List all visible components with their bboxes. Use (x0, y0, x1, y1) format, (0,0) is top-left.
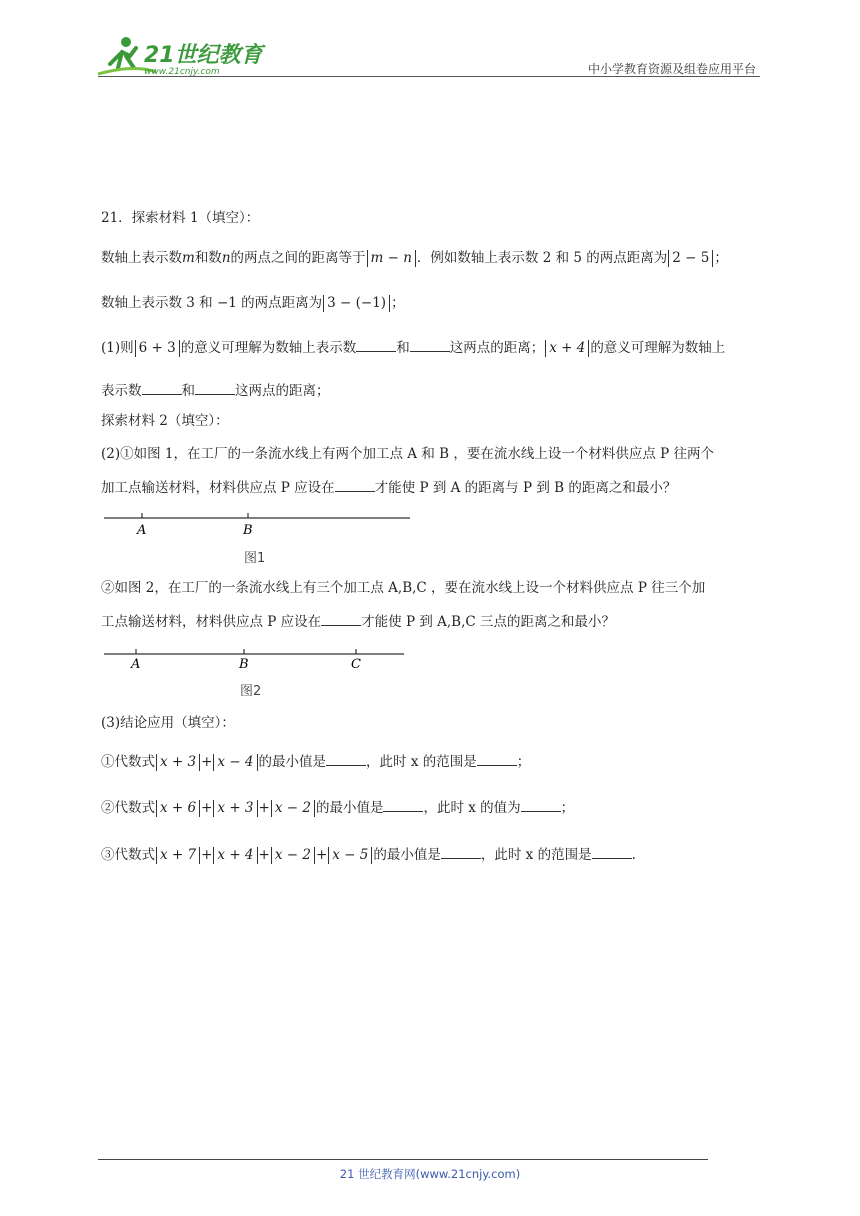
part1-line2 (101, 381, 330, 401)
answer-blank[interactable] (321, 612, 361, 626)
text: 和 (181, 383, 195, 399)
abs-expression: m − n (367, 250, 416, 267)
logo-text: 21世纪教育 (144, 43, 263, 68)
plus-sign: + (315, 847, 328, 863)
figure-1 (104, 510, 414, 570)
var-n: n (221, 250, 231, 266)
text: ．例如数轴上表示数 2 和 5 的两点距离为 (416, 250, 668, 266)
answer-blank[interactable] (142, 381, 182, 395)
runner-logo-icon (96, 34, 266, 78)
text: 才能使 P 到 A 的距离与 P 到 B 的距离之和最小？ (374, 480, 677, 496)
part2b-line2 (101, 612, 615, 632)
abs-expression: x + 4 (213, 847, 257, 864)
abs-expression: x + 4 (545, 340, 589, 357)
material1-line2 (101, 293, 405, 313)
abs-expression: 3 − (−1) (323, 295, 390, 312)
fig1-caption: 图1 (244, 551, 266, 566)
text: 的最小值是 (258, 754, 327, 770)
site-logo (96, 34, 266, 78)
text: 工点输送材料，材料供应点 P 应设在 (101, 614, 322, 630)
var-m: m (182, 250, 195, 266)
text: 和数 (194, 250, 222, 266)
text: ，此时 x 的值为 (423, 800, 521, 816)
answer-blank[interactable] (521, 798, 561, 812)
plus-sign: + (258, 800, 270, 816)
answer-blank[interactable] (326, 752, 366, 766)
plus-sign: + (258, 847, 270, 863)
logo-url: www.21cnjy.com (144, 67, 220, 77)
text: ； (516, 754, 531, 770)
answer-blank[interactable] (441, 845, 481, 859)
abs-expression: x + 6 (156, 800, 200, 817)
header-right-text: 中小学教育资源及组卷应用平台 (587, 62, 756, 76)
fig2-caption: 图2 (240, 684, 262, 699)
plus-sign: + (201, 800, 213, 816)
plus-sign: + (201, 847, 213, 863)
material1-line1 (101, 248, 728, 268)
answer-blank[interactable] (195, 381, 235, 395)
text: 数轴上表示数 3 和 −1 的两点距离为 (101, 295, 323, 311)
text: 才能使 P 到 A,B,C 三点的距离之和最小？ (361, 614, 616, 630)
text: 的两点之间的距离等于 (230, 250, 366, 266)
text: ①代数式 (101, 754, 155, 770)
abs-expression: x + 7 (156, 847, 200, 864)
conclusion-3 (101, 845, 636, 865)
text: 的意义可理解为数轴上表示数 (180, 340, 357, 356)
figure-2 (104, 646, 414, 702)
part2b-line1: ②如图 2，在工厂的一条流水线上有三个加工点 A,B,C ，要在流水线上设一个材料供应点 P 往三个加 (101, 580, 706, 596)
abs-expression: 6 + 3 (135, 340, 180, 357)
text: 的最小值是 (373, 847, 441, 863)
part2-line1: (2)①如图 1，在工厂的一条流水线上有两个加工点 A 和 B ，要在流水线上设一个材料供应点 P 往两个 (101, 446, 715, 462)
abs-expression: 2 − 5 (668, 250, 713, 267)
text: 这两点的距离； (235, 383, 330, 399)
text: ，此时 x 的范围是 (366, 754, 477, 770)
fig1-label-a: A (137, 523, 147, 538)
part2-line2 (101, 478, 676, 498)
answer-blank[interactable] (410, 338, 450, 352)
fig2-label-a: A (131, 657, 141, 672)
fig2-label-b: B (239, 657, 249, 672)
abs-expression: x − 2 (271, 847, 315, 864)
part3-heading: (3)结论应用（填空）： (101, 715, 235, 731)
text: ，此时 x 的范围是 (480, 847, 592, 863)
text: 表示数 (101, 383, 142, 399)
part1-line1 (101, 338, 725, 358)
abs-expression: x − 5 (328, 847, 372, 864)
question-title: 21．探索材料 1（填空）： (101, 210, 260, 226)
material2-heading: 探索材料 2（填空）： (101, 413, 229, 429)
footer-link[interactable]: 21 世纪教育网(www.21cnjy.com) (339, 1167, 521, 1181)
fig1-label-b: B (243, 523, 253, 538)
abs-expression: x − 4 (213, 754, 257, 771)
conclusion-1 (101, 752, 530, 772)
text: ②代数式 (101, 800, 155, 816)
abs-expression: x + 3 (156, 754, 200, 771)
answer-blank[interactable] (383, 798, 423, 812)
plus-sign: + (201, 754, 213, 770)
abs-expression: x + 3 (213, 800, 257, 817)
text: 的最小值是 (315, 800, 384, 816)
header-divider (98, 76, 760, 77)
answer-blank[interactable] (335, 478, 375, 492)
text: ； (714, 250, 728, 266)
text: 的意义可理解为数轴上 (590, 340, 726, 356)
abs-expression: x − 2 (271, 800, 315, 817)
text: . (631, 847, 636, 863)
fig2-label-c: C (351, 657, 361, 672)
answer-blank[interactable] (592, 845, 632, 859)
text: 数轴上表示数 (101, 250, 182, 266)
footer-divider (98, 1159, 708, 1160)
answer-blank[interactable] (477, 752, 517, 766)
text: 加工点输送材料，材料供应点 P 应设在 (101, 480, 335, 496)
conclusion-2 (101, 798, 574, 818)
text: 和 (396, 340, 410, 356)
text: ； (391, 295, 405, 311)
text: 这两点的距离； (449, 340, 545, 356)
text: ③代数式 (101, 847, 155, 863)
text: ； (560, 800, 575, 816)
text: (1)则 (101, 340, 134, 356)
answer-blank[interactable] (356, 338, 396, 352)
